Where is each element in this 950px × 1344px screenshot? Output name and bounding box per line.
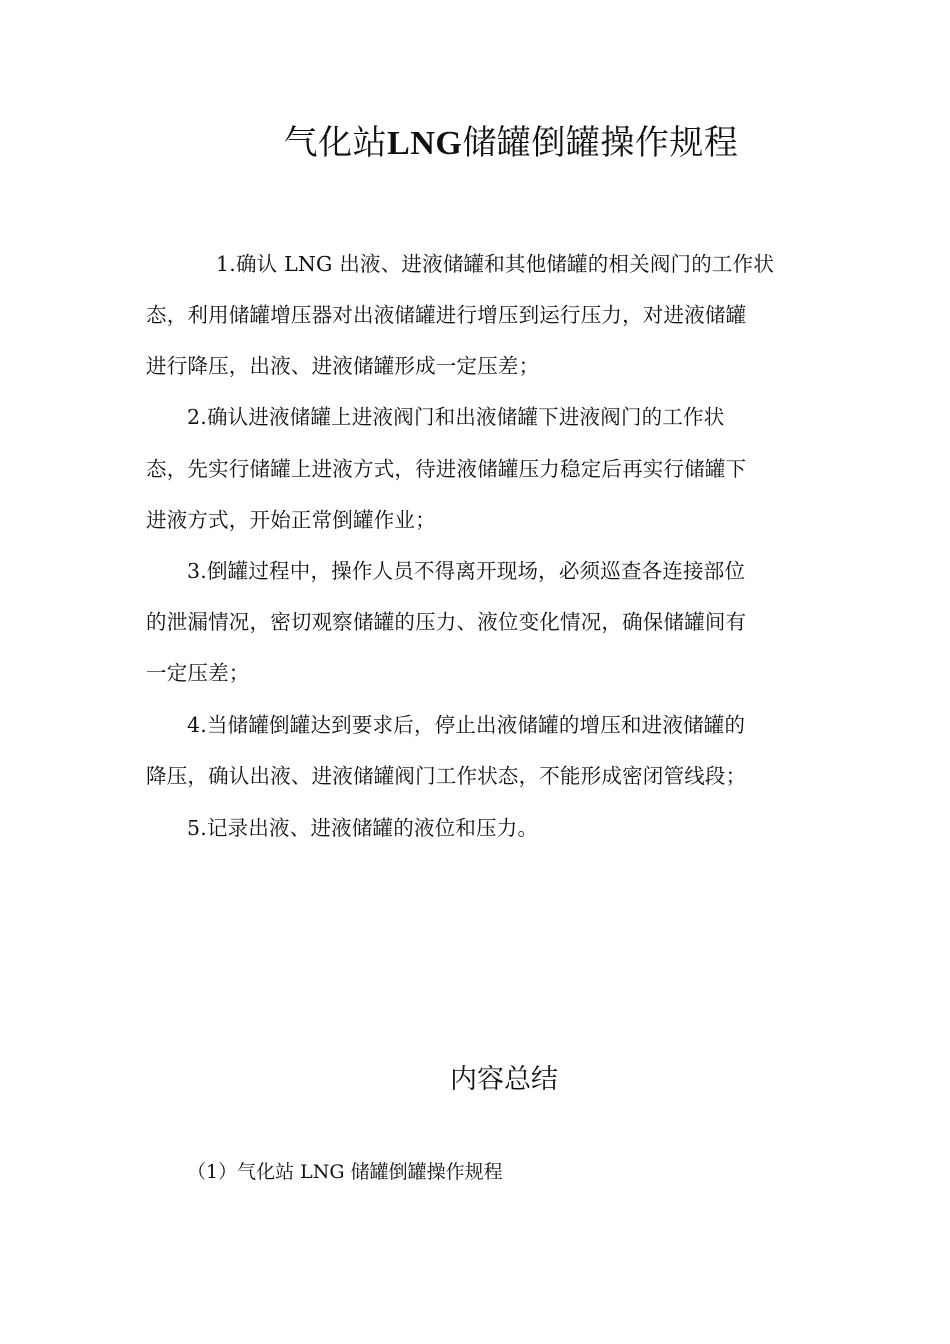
paragraph-3-line-1: 3.倒罐过程中，操作人员不得离开现场，必须巡查各连接部位 bbox=[187, 559, 746, 583]
paragraph-2-line-3: 进液方式，开始正常倒罐作业； bbox=[146, 508, 436, 532]
paragraph-5-line-1: 5.记录出液、进液储罐的液位和压力。 bbox=[187, 816, 539, 840]
title-part1: 气化站 bbox=[283, 123, 388, 163]
paragraph-3-line-2: 的泄漏情况，密切观察储罐的压力、液位变化情况，确保储罐间有 bbox=[146, 610, 747, 634]
paragraph-1-line-2: 态，利用储罐增压器对出液储罐进行增压到运行压力，对进液储罐 bbox=[146, 303, 747, 327]
paragraph-4-line-1: 4.当储罐倒罐达到要求后，停止出液储罐的增压和进液储罐的 bbox=[187, 713, 746, 737]
summary-title: 内容总结 bbox=[450, 1064, 558, 1095]
paragraph-3-line-3: 一定压差； bbox=[146, 661, 250, 685]
paragraph-2-line-2: 态，先实行储罐上进液方式，待进液储罐压力稳定后再实行储罐下 bbox=[146, 457, 747, 481]
summary-item: （1）气化站 LNG 储罐倒罐操作规程 bbox=[187, 1161, 503, 1183]
paragraph-4-line-2: 降压，确认出液、进液储罐阀门工作状态，不能形成密闭管线段； bbox=[146, 764, 747, 788]
paragraph-1-line-1: 1.确认 LNG 出液、进液储罐和其他储罐的相关阀门的工作状 bbox=[216, 252, 775, 276]
document-title bbox=[0, 118, 950, 169]
paragraph-1-line-3: 进行降压，出液、进液储罐形成一定压差； bbox=[146, 354, 540, 378]
paragraph-2-line-1: 2.确认进液储罐上进液阀门和出液储罐下进液阀门的工作状 bbox=[187, 405, 725, 429]
title-bold: LNG bbox=[387, 125, 463, 162]
title-part2: 储罐倒罐操作规程 bbox=[462, 123, 739, 163]
